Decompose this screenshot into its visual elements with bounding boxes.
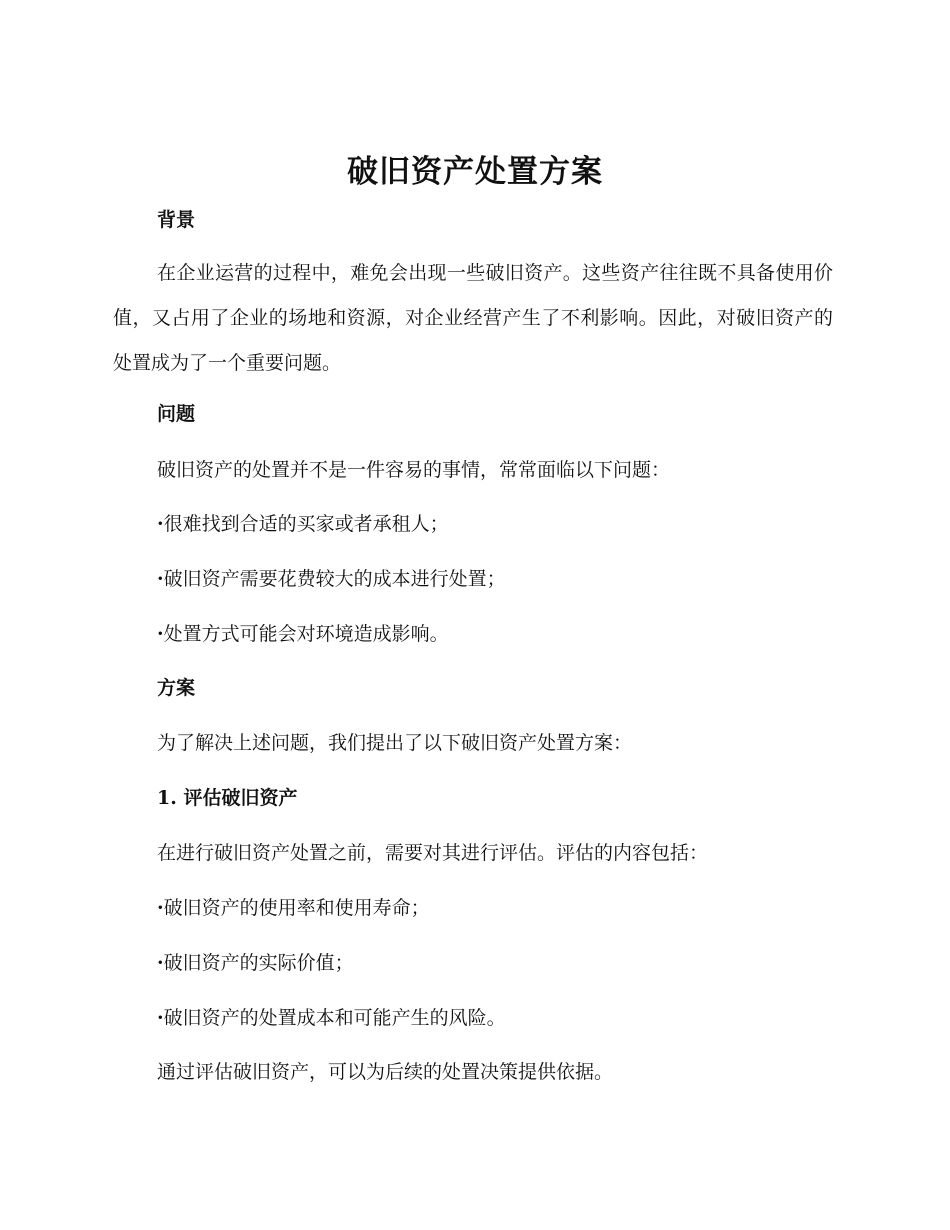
problem-intro: 破旧资产的处置并不是一件容易的事情，常常面临以下问题： [157, 459, 671, 481]
bullet-text: 处置方式可能会对环境造成影响。 [163, 623, 449, 645]
step-1-intro: 在进行破旧资产处置之前，需要对其进行评估。评估的内容包括： [157, 842, 709, 864]
bullet-dot: · [157, 623, 164, 645]
bullet-text: 破旧资产的实际价值； [163, 952, 354, 974]
step-1-conclusion: 通过评估破旧资产，可以为后续的处置决策提供依据。 [157, 1061, 614, 1083]
step-1-bullet-3 [157, 1003, 506, 1033]
heading-plan: 方案 [157, 677, 196, 699]
heading-background: 背景 [157, 209, 196, 231]
problem-bullet-2 [157, 564, 506, 594]
step-1-bullet-2 [157, 948, 354, 978]
document-title: 破旧资产处置方案 [347, 154, 603, 190]
bullet-dot: · [157, 897, 164, 919]
step-1-bullet-1 [157, 893, 430, 923]
step-1-title: 评估破旧资产 [183, 787, 298, 809]
problem-bullet-3 [157, 619, 449, 649]
bullet-text: 破旧资产的使用率和使用寿命； [163, 897, 430, 919]
bullet-dot: · [157, 1007, 164, 1029]
step-1-heading [157, 783, 297, 813]
bullet-dot: · [157, 952, 164, 974]
problem-bullet-1 [157, 509, 449, 539]
plan-intro: 为了解决上述问题，我们提出了以下破旧资产处置方案： [157, 732, 633, 754]
bullet-text: 很难找到合适的买家或者承租人； [163, 513, 449, 535]
heading-problem: 问题 [157, 403, 196, 425]
bullet-dot: · [157, 568, 164, 590]
step-1-number: 1. [157, 787, 177, 809]
bullet-dot: · [157, 513, 164, 535]
background-paragraph: 在企业运营的过程中，难免会出现一些破旧资产。这些资产往往既不具备使用价值，又占用了企业的场地和资源，对企业经营产生了不利影响。因此，对破旧资产的处置成为了一个重要问题。 [113, 262, 833, 374]
bullet-text: 破旧资产的处置成本和可能产生的风险。 [163, 1007, 506, 1029]
bullet-text: 破旧资产需要花费较大的成本进行处置； [163, 568, 506, 590]
